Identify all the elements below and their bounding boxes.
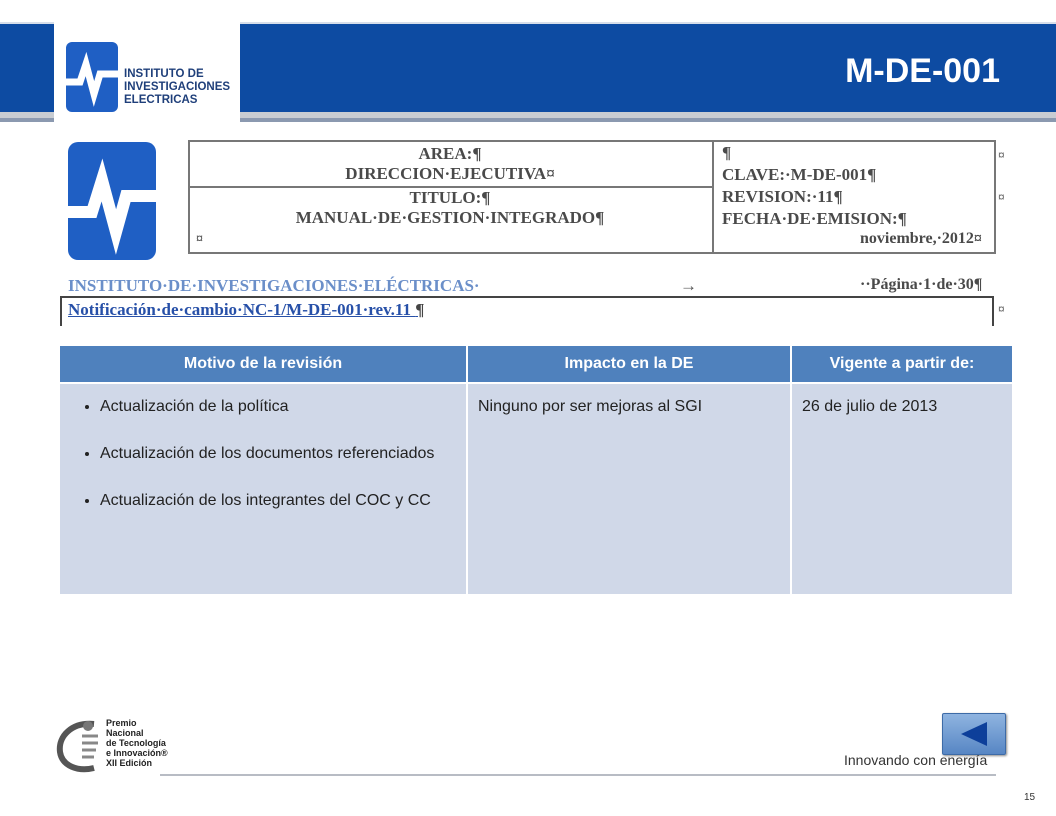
area-value: DIRECCION·EJECUTIVA¤ xyxy=(345,164,555,183)
tab-arrow: → xyxy=(680,276,697,295)
iie-wave-logo-icon xyxy=(68,142,156,260)
award-text xyxy=(106,718,168,768)
award-line-3: de Tecnología xyxy=(106,738,166,748)
meta-pilcrow: ¶ xyxy=(722,143,732,162)
award-logo xyxy=(54,716,174,774)
premio-logo-icon xyxy=(54,716,104,774)
logo-line-2: INVESTIGACIONES xyxy=(124,81,231,93)
iie-wave-logo-icon xyxy=(66,42,118,112)
impact-cell xyxy=(468,384,790,594)
clave: CLAVE:·M-DE-001¶ xyxy=(722,165,877,184)
row-mark-3: ¤ xyxy=(998,302,1005,316)
row-mark-2: ¤ xyxy=(998,190,1005,204)
notification-mark: ¶ xyxy=(415,300,425,319)
tagline: Innovando con energía xyxy=(844,752,988,768)
notification-text: Notificación·de·cambio·NC-1/M-DE-001·rev.11 xyxy=(68,300,411,319)
reason-item: • Actualización de la política xyxy=(100,394,458,419)
area-block xyxy=(188,144,712,184)
title-value: MANUAL·DE·GESTION·INTEGRADO¶ xyxy=(295,208,605,227)
award-line-5: XII Edición xyxy=(106,758,153,768)
reason-item: • Actualización de los documentos referenciados xyxy=(100,441,458,466)
title-label: TITULO:¶ xyxy=(409,188,491,207)
row-mark-1: ¤ xyxy=(998,148,1005,162)
effective-cell xyxy=(792,384,1012,594)
logo-line-3: ELECTRICAS xyxy=(124,94,198,106)
logo-line-1: INSTITUTO DE xyxy=(124,68,204,80)
reason-cell xyxy=(60,384,466,594)
fecha-value: noviembre,·2012¤ xyxy=(860,230,982,247)
column-header-impact: Impacto en la DE xyxy=(468,346,790,382)
award-line-1: Premio xyxy=(106,718,137,728)
footer-line xyxy=(160,774,996,776)
column-header-effective: Vigente a partir de: xyxy=(792,346,1012,382)
metadata-block xyxy=(722,142,907,230)
doc-separator xyxy=(60,296,994,298)
cell-mark: ¤ xyxy=(196,232,203,247)
impact-text: Ninguno por ser mejoras al SGI xyxy=(478,398,703,415)
back-button[interactable] xyxy=(942,713,1006,755)
revision-table xyxy=(60,346,1012,594)
doc-right-border xyxy=(992,296,994,326)
left-triangle-icon xyxy=(959,720,989,748)
reason-list xyxy=(60,394,466,513)
fecha-label: FECHA·DE·EMISION:¶ xyxy=(722,209,907,228)
reason-item: • Actualización de los integrantes del COC y CC xyxy=(100,488,458,513)
title-block xyxy=(188,188,712,228)
institute-line: INSTITUTO·DE·INVESTIGACIONES·ELÉCTRICAS· xyxy=(68,276,480,295)
notification-link xyxy=(68,300,424,320)
doc-grid-divider xyxy=(712,140,714,254)
document-header-snapshot xyxy=(60,130,1008,326)
document-code-title: M-DE-001 xyxy=(845,52,1000,90)
column-header-reason: Motivo de la revisión xyxy=(60,346,466,382)
revision: REVISION:·11¶ xyxy=(722,187,843,206)
page-indicator: ··Página·1·de·30¶ xyxy=(860,276,983,293)
award-line-4: e Innovación® xyxy=(106,748,168,758)
institute-logo xyxy=(54,16,240,128)
page-number: 15 xyxy=(1024,792,1036,803)
logo-text xyxy=(124,68,230,107)
award-line-2: Nacional xyxy=(106,728,144,738)
effective-text: 26 de julio de 2013 xyxy=(802,398,938,415)
area-label: AREA:¶ xyxy=(418,144,482,163)
doc-left-border xyxy=(60,296,62,326)
